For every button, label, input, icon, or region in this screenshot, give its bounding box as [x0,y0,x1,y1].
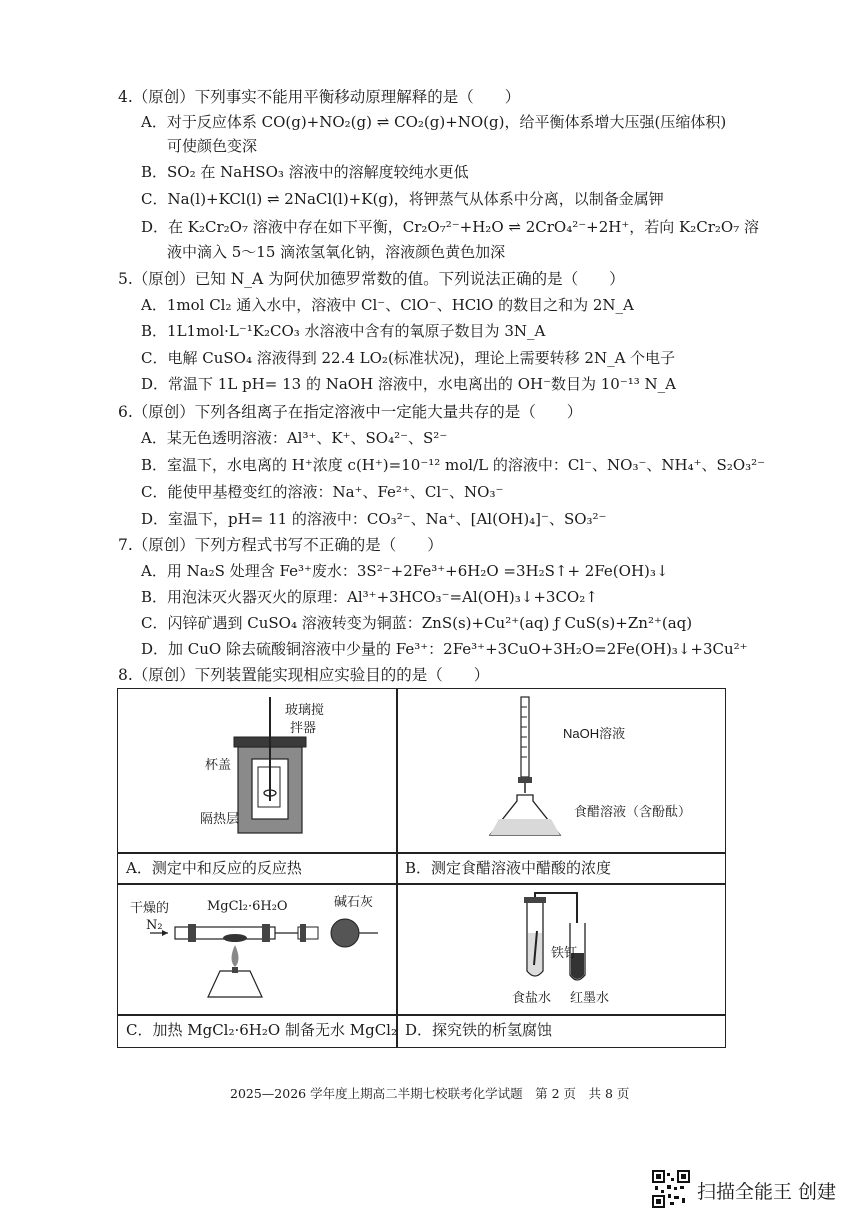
qr-code-icon [652,1170,690,1208]
heating-tube-diagram [150,905,390,1005]
table-divider-1 [117,852,726,854]
question-4-option-c: C．Na(l)+KCl(l) ⇌ 2NaCl(l)+K(g)，将钾蒸气从体系中分离，以制备金属钾 [141,190,664,208]
label-dry: 干燥的 [130,901,170,916]
question-7-option-b: B．用泡沫灭火器灭火的原理：Al³⁺+3HCO₃⁻=Al(OH)₃↓+3CO₂↑ [141,588,598,606]
question-7-option-a: A．用 Na₂S 处理含 Fe³⁺废水：3S²⁻+2Fe³⁺+6H₂O =3H₂S↑+ 2Fe(OH)₃↓ [141,562,669,580]
question-5-stem: 5.（原创）已知 N_A 为阿伏加德罗常数的值。下列说法正确的是（ ） [118,270,625,288]
table-divider-2 [117,883,726,885]
question-4-option-a: A．对于反应体系 CO(g)+NO₂(g) ⇌ CO₂(g)+NO(g)，给平衡体系增大压强(压缩体积) [141,113,727,131]
table-divider-3 [117,1014,726,1016]
question-6-option-b: B．室温下，水电离的 H⁺浓度 c(H⁺)=10⁻¹² mol/L 的溶液中：Cl⁻、NO₃⁻、NH₄⁺、S₂O₃²⁻ [141,456,766,474]
question-5-option-b: B．1L1mol·L⁻¹K₂CO₃ 水溶液中含有的氧原子数目为 3N_A [141,322,546,340]
label-stirrer-1: 玻璃搅 [285,703,325,718]
scanner-watermark: 扫描全能王 创建 [697,1181,837,1203]
question-7-stem: 7.（原创）下列方程式书写不正确的是（ ） [118,536,443,554]
titration-diagram [505,697,585,842]
caption-a: A．测定中和反应的反应热 [126,859,302,877]
label-vinegar: 食醋溶液（含酚酞） [574,805,692,820]
question-6-stem: 6.（原创）下列各组离子在指定溶液中一定能大量共存的是（ ） [118,403,583,421]
label-n2: N₂ [146,918,163,933]
question-4-option-d: D．在 K₂Cr₂O₇ 溶液中存在如下平衡，Cr₂O₇²⁻+H₂O ⇌ 2CrO₄²⁻+2H⁺，若向 K₂Cr₂O₇ 溶 [141,218,759,236]
question-7-option-d: D．加 CuO 除去硫酸铜溶液中少量的 Fe³⁺：2Fe³⁺+3CuO+3H₂O=2Fe(OH)₃↓+3Cu²⁺ [141,640,748,658]
label-naoh: NaOH溶液 [563,726,626,741]
label-red-ink: 红墨水 [570,991,610,1006]
question-4-option-b: B．SO₂ 在 NaHSO₃ 溶液中的溶解度较纯水更低 [141,163,469,181]
question-6-option-a: A．某无色透明溶液：Al³⁺、K⁺、SO₄²⁻、S²⁻ [141,429,448,447]
question-4-stem: 4.（原创）下列事实不能用平衡移动原理解释的是（ ） [118,88,521,106]
question-8-stem: 8.（原创）下列装置能实现相应实验目的的是（ ） [118,666,490,684]
caption-c: C．加热 MgCl₂·6H₂O 制备无水 MgCl₂ [126,1021,397,1039]
question-5-option-a: A．1mol Cl₂ 通入水中，溶液中 Cl⁻、ClO⁻、HClO 的数目之和为 2N_A [141,296,634,314]
label-stirrer-2: 拌器 [290,721,317,736]
question-6-option-d: D．室温下，pH= 11 的溶液中：CO₃²⁻、Na⁺、[Al(OH)₄]⁻、SO₃²⁻ [141,510,607,528]
corrosion-diagram [515,893,615,993]
label-soda-lime: 碱石灰 [334,895,374,910]
page-footer: 2025—2026 学年度上期高二半期七校联考化学试题 第 2 页 共 8 页 [230,1086,630,1101]
label-brine: 食盐水 [512,991,552,1006]
question-5-option-d: D．常温下 1L pH= 13 的 NaOH 溶液中，水电离出的 OH⁻数目为 10⁻¹³ N_A [141,375,677,393]
question-4-option-d-cont: 液中滴入 5～15 滴浓氢氧化钠，溶液颜色黄色加深 [167,243,506,261]
question-4-option-a-cont: 可使颜色变深 [167,137,258,155]
label-insulation: 隔热层 [200,812,240,827]
caption-d: D．探究铁的析氢腐蚀 [405,1021,553,1039]
question-6-option-c: C．能使甲基橙变红的溶液：Na⁺、Fe²⁺、Cl⁻、NO₃⁻ [141,483,504,501]
label-mgcl2: MgCl₂·6H₂O [207,899,288,914]
caption-b: B．测定食醋溶液中醋酸的浓度 [405,859,612,877]
label-lid: 杯盖 [205,758,232,773]
question-7-option-c: C．闪锌矿遇到 CuSO₄ 溶液转变为铜蓝：ZnS(s)+Cu²⁺(aq) ƒ CuS(s)+Zn²⁺(aq) [141,614,693,632]
label-iron-nail: 铁钉 [551,946,578,961]
table-divider-vertical [396,688,398,1048]
question-5-option-c: C．电解 CuSO₄ 溶液得到 22.4 LO₂(标准状况)，理论上需要转移 2N_A 个电子 [141,349,676,367]
